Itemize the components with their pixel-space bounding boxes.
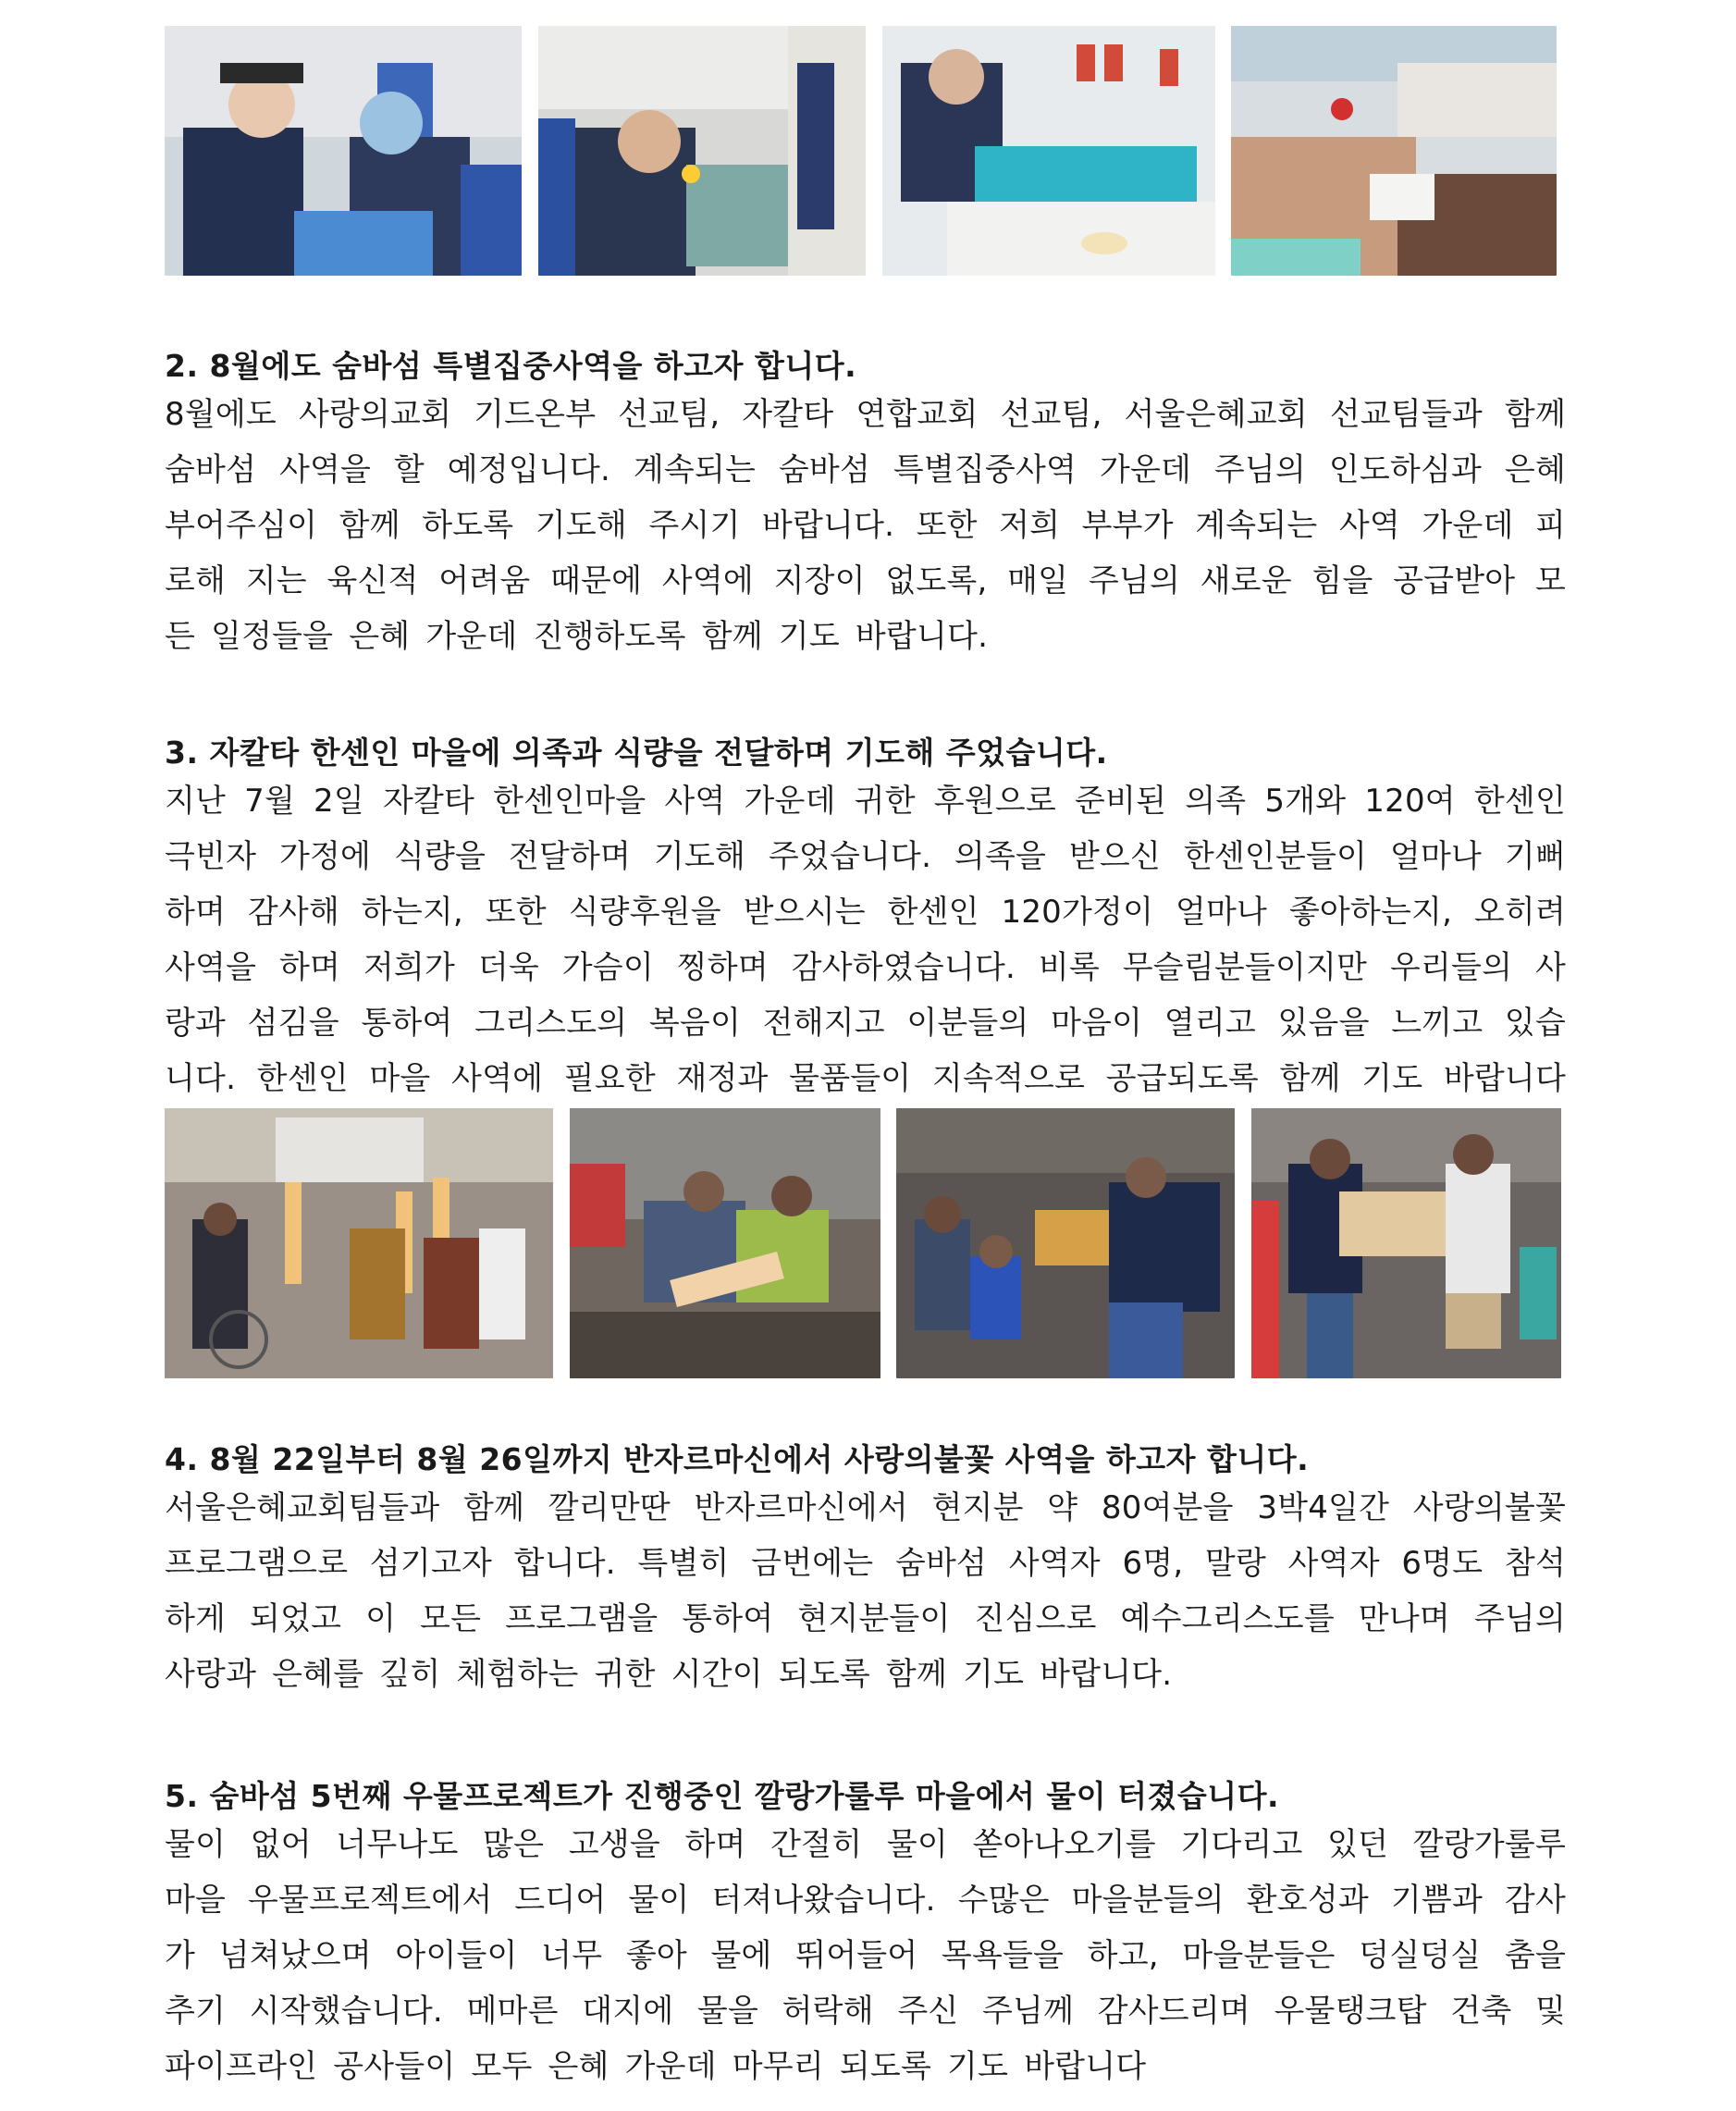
section-4-line-4: 사랑과 은혜를 깊히 체험하는 귀한 시간이 되도록 함께 기도 바랍니다.	[165, 1656, 1173, 1693]
section-3-line-5: 랑과 섬김을 통하여 그리스도의 복음이 전해지고 이분들의 마음이 열리고 있음을 느끼고 있습	[165, 1005, 1566, 1042]
prosthetic-leg-delivery-photo	[570, 1108, 880, 1378]
section-2-line-5: 든 일정들을 은혜 가운데 진행하도록 함께 기도 바랍니다.	[165, 618, 989, 655]
section-5-line-4: 추기 시작했습니다. 메마른 대지에 물을 허락해 주신 주님께 감사드리며 우물탱크탑 건축 및	[165, 1993, 1566, 2030]
section-3-heading: 3. 자칼타 한센인 마을에 의족과 식량을 전달하며 기도해 주었습니다.	[165, 735, 1108, 771]
food-delivery-family-photo	[896, 1108, 1235, 1378]
section-3-line-6: 니다. 한센인 마을 사역에 필요한 재정과 물품들이 지속적으로 공급되도록 함께 기도 바랍니다	[165, 1060, 1566, 1097]
section-4-line-3: 하게 되었고 이 모든 프로그램을 통하여 현지분들이 진심으로 예수그리스도를 만나며 주님의	[165, 1600, 1566, 1637]
surgery-closeup-photo	[1231, 26, 1557, 276]
section-5-line-3: 가 넘쳐났으며 아이들이 너무 좋아 물에 뛰어들어 목욕들을 하고, 마을분들은 덩실덩실 춤을	[165, 1937, 1566, 1974]
dental-exam-photo	[538, 26, 866, 276]
section-4-line-1: 서울은혜교회팀들과 함께 깔리만딴 반자르마신에서 현지분 약 80여분을 3박4일간 사랑의불꽃	[165, 1489, 1566, 1526]
section-3-line-2: 극빈자 가정에 식량을 전달하며 기도해 주었습니다. 의족을 받으신 한센인분들이 얼마나 기뻐	[165, 838, 1566, 875]
section-3-line-1: 지난 7월 2일 자칼타 한센인마을 사역 가운데 귀한 후원으로 준비된 의족 5개와 120여 한센인	[165, 783, 1566, 820]
section-3-line-4: 사역을 하며 저희가 더욱 가슴이 찡하며 감사하였습니다. 비록 무슬림분들이지만 우리들의 사	[165, 949, 1566, 986]
section-3-body	[165, 773, 1566, 1106]
patient-care-photo	[882, 26, 1215, 276]
section-5-line-5: 파이프라인 공사들이 모두 은혜 가운데 마무리 되도록 기도 바랍니다	[165, 2048, 1147, 2085]
section-3-line-3: 하며 감사해 하는지, 또한 식량후원을 받으시는 한센인 120가정이 얼마나 좋아하는지, 오히려	[165, 894, 1566, 931]
section-2-body	[165, 387, 1566, 664]
section-2-line-4: 로해 지는 육신적 어려움 때문에 사역에 지장이 없도록, 매일 주님의 새로운 힘을 공급받아 모	[165, 562, 1566, 599]
section-5-body	[165, 1817, 1566, 2094]
section-5-line-1: 물이 없어 너무나도 많은 고생을 하며 간절히 물이 쏟아나오기를 기다리고 있던 깔랑가룰루	[165, 1826, 1566, 1863]
dental-treatment-photo	[165, 26, 522, 276]
rice-delivery-photo	[1251, 1108, 1561, 1378]
section-5-line-2: 마을 우물프로젝트에서 드디어 물이 터져나왔습니다. 수많은 마을분들의 환호성과 기쁨과 감사	[165, 1882, 1566, 1919]
section-4-line-2: 프로그램으로 섬기고자 합니다. 특별히 금번에는 숨바섬 사역자 6명, 말랑 사역자 6명도 참석	[165, 1545, 1566, 1582]
section-2-heading: 2. 8월에도 숨바섬 특별집중사역을 하고자 합니다.	[165, 348, 857, 384]
section-5-heading: 5. 숨바섬 5번째 우물프로젝트가 진행중인 깔랑가룰루 마을에서 물이 터졌습니다.	[165, 1778, 1280, 1814]
section-4-heading: 4. 8월 22일부터 8월 26일까지 반자르마신에서 사랑의불꽃 사역을 하고자 합니다.	[165, 1441, 1310, 1477]
section-2-line-2: 숨바섬 사역을 할 예정입니다. 계속되는 숨바섬 특별집중사역 가운데 주님의 인도하심과 은혜	[165, 451, 1566, 488]
prosthetic-leg-group-photo	[165, 1108, 553, 1378]
section-2-line-3: 부어주심이 함께 하도록 기도해 주시기 바랍니다. 또한 저희 부부가 계속되는 사역 가운데 피	[165, 507, 1566, 544]
section-2-line-1: 8월에도 사랑의교회 기드온부 선교팀, 자칼타 연합교회 선교팀, 서울은혜교회 선교팀들과 함께	[165, 396, 1566, 433]
section-4-body	[165, 1480, 1566, 1702]
